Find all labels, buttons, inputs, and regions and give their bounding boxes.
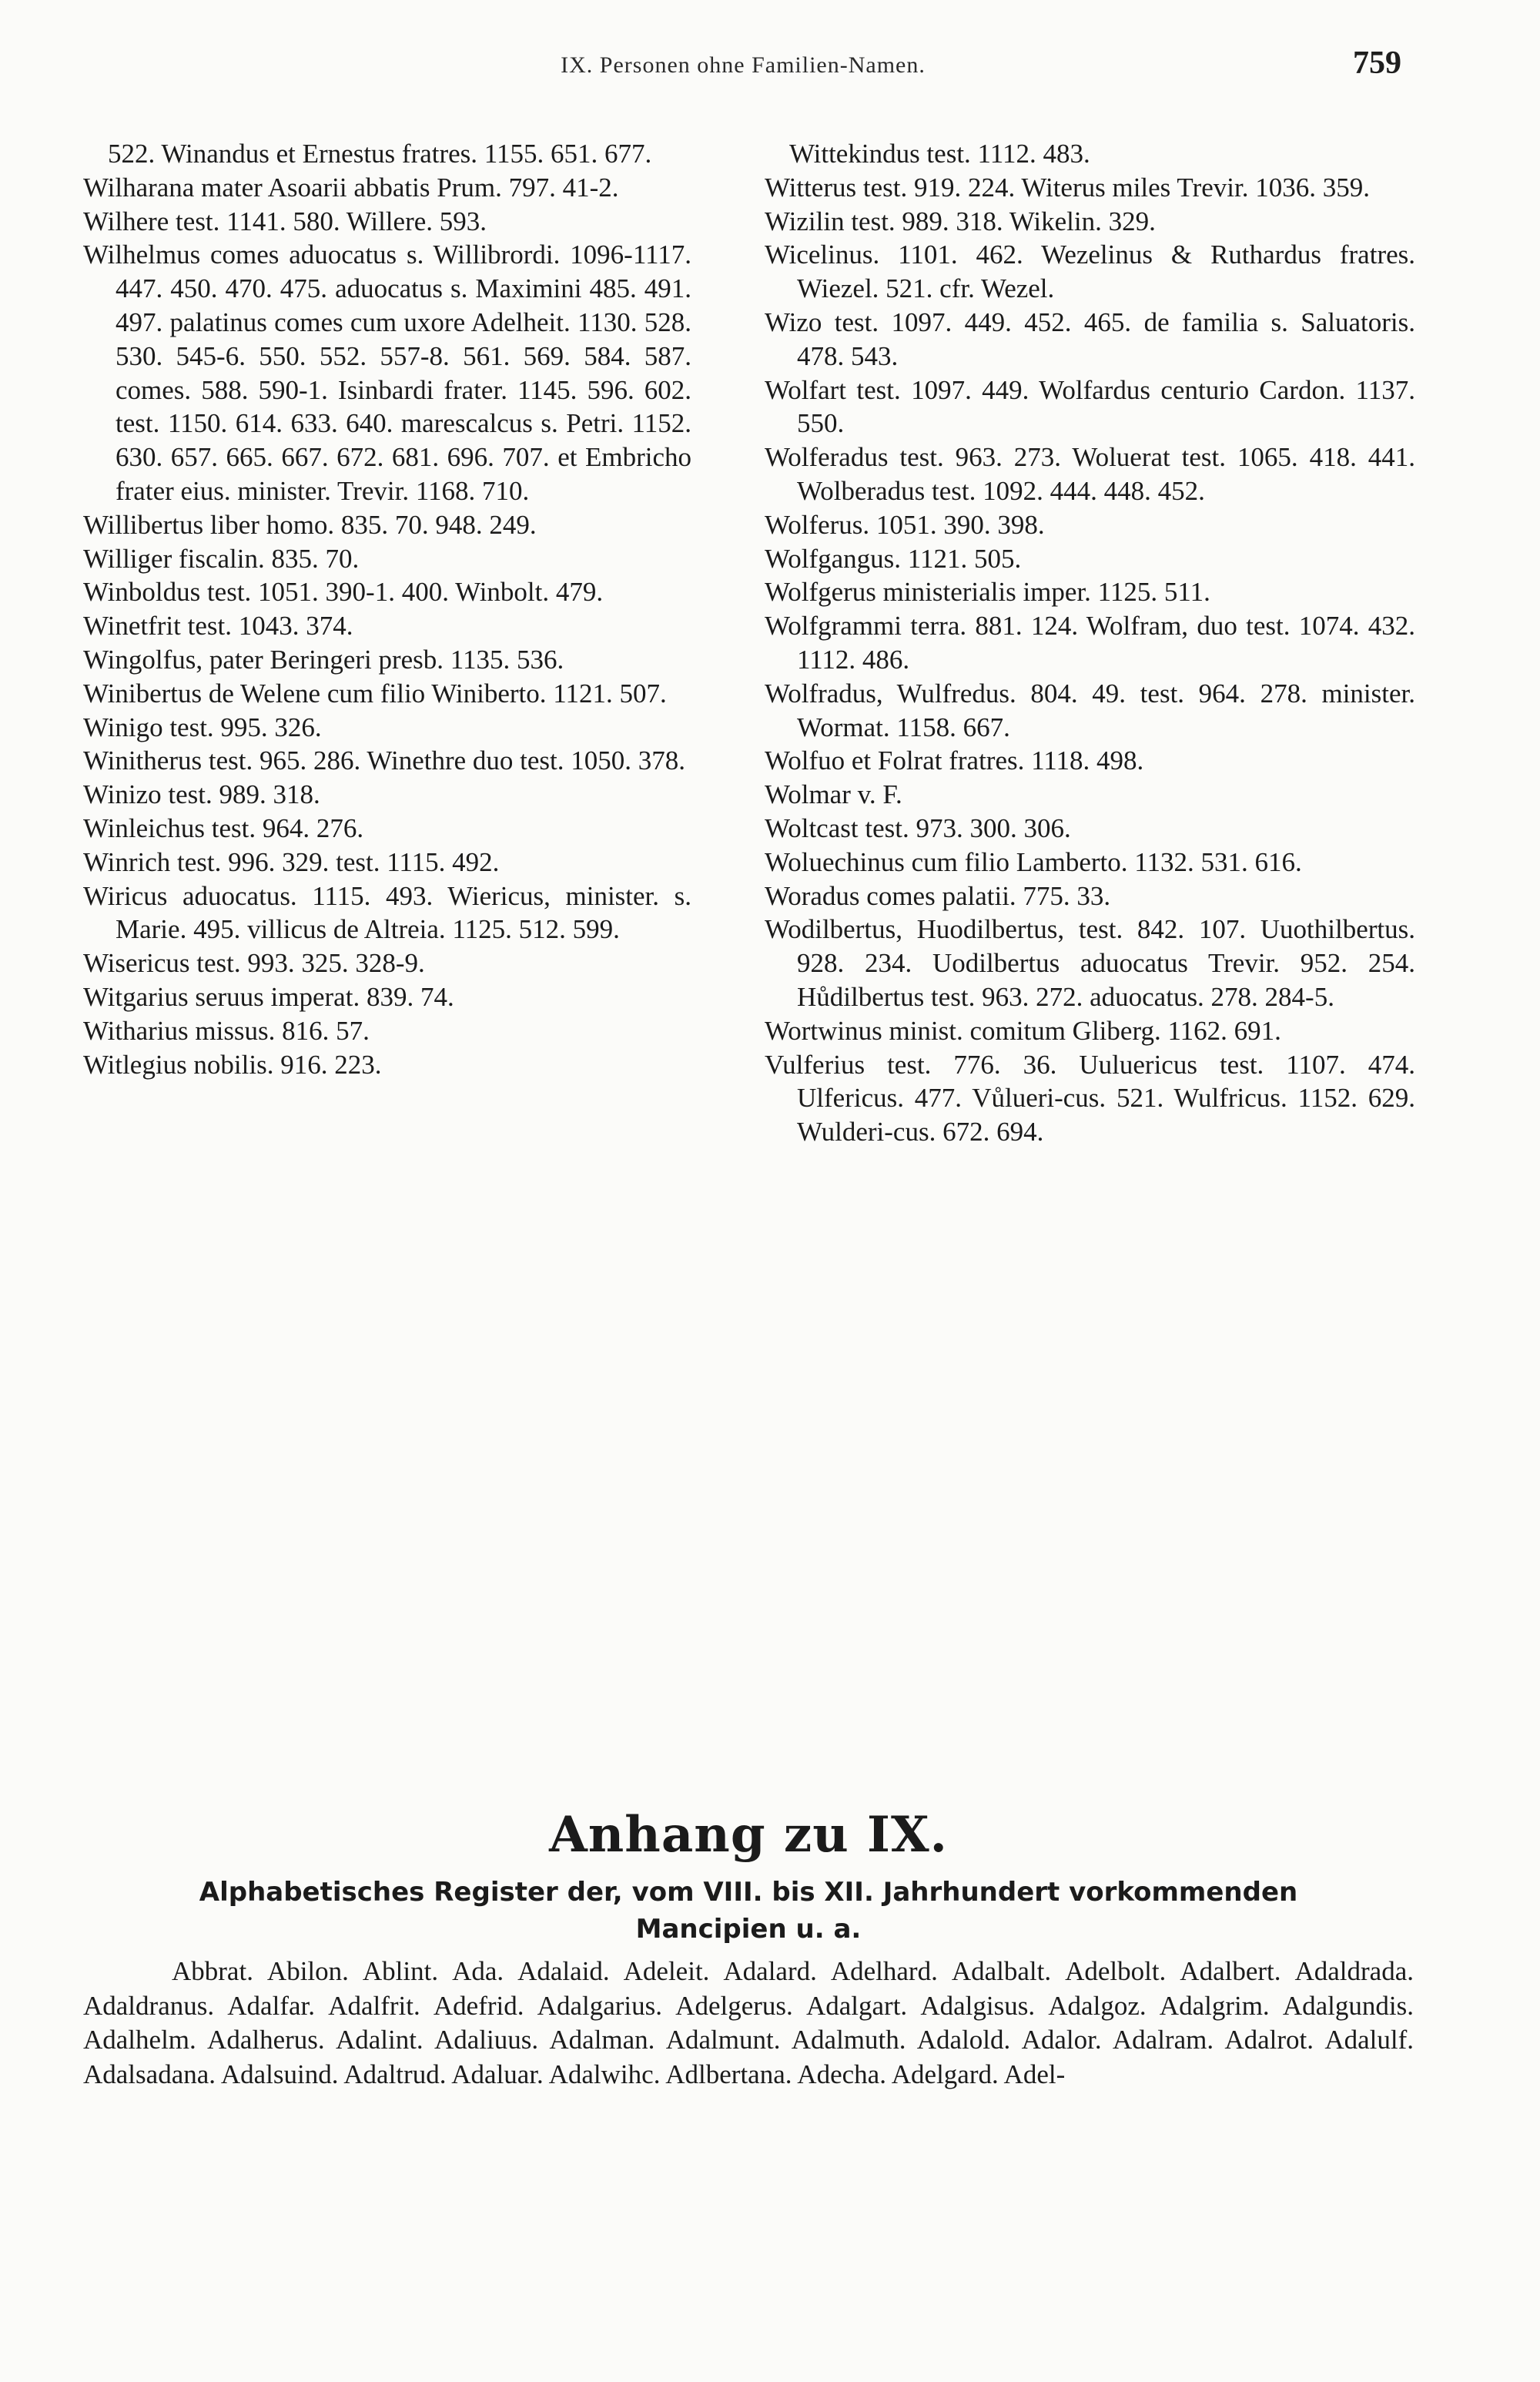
index-entry: Woluechinus cum filio Lamberto. 1132. 531. 616. — [765, 846, 1302, 877]
appendix-subtitle: Alphabetisches Register der, vom VIII. bis XII. Jahrhundert vorkommenden — [199, 1877, 1298, 1908]
index-entry: Winitherus test. 965. 286. Winethre duo test. 1050. 378. — [83, 745, 685, 776]
index-entry: Wizo test. 1097. 449. 452. 465. de familia s. Saluatoris. 478. 543. — [765, 307, 1415, 371]
right-column — [765, 137, 1415, 1149]
index-entry: Winboldus test. 1051. 390-1. 400. Winbolt. 479. — [83, 577, 604, 608]
index-entry: Wodilbertus, Huodilbertus, test. 842. 107. Uuothilbertus. 928. 234. Uodilbertus aduocatus Trevir. 952. 254. Hůdilbertus test. 963. 272. aduocatus. 278. 284-5. — [765, 914, 1415, 1012]
index-entry: Wolfradus, Wulfredus. 804. 49. test. 964. 278. minister. Wormat. 1158. 667. — [765, 678, 1415, 742]
index-entry: Vulferius test. 776. 36. Uuluericus test. 1107. 474. Ulfericus. 477. Vůlueri-cus. 521. Wulfricus. 1152. 629. Wulderi-cus. 672. 694. — [765, 1049, 1415, 1147]
index-entry: Wisericus test. 993. 325. 328-9. — [83, 948, 425, 979]
index-entry: Wolfgerus ministerialis imper. 1125. 511. — [765, 577, 1210, 608]
index-entry: Wiricus aduocatus. 1115. 493. Wiericus, minister. s. Marie. 495. villicus de Altreia. 1125. 512. 599. — [83, 880, 691, 945]
index-entry: Woltcast test. 973. 300. 306. — [765, 812, 1071, 843]
index-entry: Wilhelmus comes aduocatus s. Willibrordi. 1096-1117. 447. 450. 470. 475. aduocatus s. Maximini 485. 491. 497. palatinus comes cum uxore Adelheit. 1130. 528. 530. 545-6. 550. 552. 557-8. 561. 569. 584. 587. comes. 588. 590-1. Isinbardi frater. 1145. 596. 602. test. 1150. 614. 633. 640. marescalcus s. Petri. 1152. 630. 657. 665. 667. 672. 681. 696. 707. et Embricho frater eius. minister. Trevir. 1168. 710. — [83, 240, 691, 506]
index-entry: Wolfgangus. 1121. 505. — [765, 543, 1022, 574]
index-entry: Wolfart test. 1097. 449. Wolfardus centurio Cardon. 1137. 550. — [765, 374, 1415, 439]
appendix-section — [83, 1806, 1414, 2092]
index-entry: Witgarius seruus imperat. 839. 74. — [83, 981, 454, 1012]
index-entry: Winigo test. 995. 326. — [83, 712, 322, 742]
index-entry: Wolfgrammi terra. 881. 124. Wolfram, duo test. 1074. 432. 1112. 486. — [765, 611, 1415, 675]
index-entry: Winetfrit test. 1043. 374. — [83, 611, 353, 642]
index-entry: Witharius missus. 816. 57. — [83, 1015, 370, 1046]
index-entry: Winrich test. 996. 329. test. 1115. 492. — [83, 846, 500, 877]
appendix-title: Anhang zu IX. — [549, 1806, 948, 1864]
index-entry: Winleichus test. 964. 276. — [83, 812, 364, 843]
index-entry: Wolferadus test. 963. 273. Woluerat test. 1065. 418. 441. Wolberadus test. 1092. 444. 448. 452. — [765, 442, 1415, 506]
running-title: IX. Personen ohne Familien-Namen. — [561, 52, 926, 78]
index-entry: Woradus comes palatii. 775. 33. — [765, 880, 1111, 911]
index-entry: Witlegius nobilis. 916. 223. — [83, 1049, 382, 1080]
index-entry: Willibertus liber homo. 835. 70. 948. 249. — [83, 509, 537, 540]
appendix-subtitle-line2: Mancipien u. a. — [635, 1914, 862, 1945]
index-entry: Wizilin test. 989. 318. Wikelin. 329. — [765, 206, 1156, 236]
index-entry: Wingolfus, pater Beringeri presb. 1135. 536. — [83, 644, 564, 675]
index-entry: Winizo test. 989. 318. — [83, 779, 320, 810]
index-entry: Wicelinus. 1101. 462. Wezelinus & Ruthardus fratres. Wiezel. 521. cfr. Wezel. — [765, 240, 1415, 304]
index-entry: Williger fiscalin. 835. 70. — [83, 543, 360, 574]
index-entry: Wolmar v. F. — [765, 779, 902, 810]
index-columns — [83, 137, 1414, 1785]
index-entry: Wilharana mater Asoarii abbatis Prum. 797. 41-2. — [83, 172, 619, 203]
page-number: 759 — [1353, 45, 1401, 81]
index-entry: Witterus test. 919. 224. Witerus miles Trevir. 1036. 359. — [765, 172, 1370, 203]
index-entry: Wortwinus minist. comitum Gliberg. 1162. 691. — [765, 1015, 1281, 1046]
appendix-name-list: Abbrat. Abilon. Ablint. Ada. Adalaid. Adeleit. Adalard. Adelhard. Adalbalt. Adelbolt. Adalbert. Adaldrada. Adaldranus. Adalfar. Adalfrit. Adefrid. Adalgarius. Adelgerus. Adalgart. Adalgisus. Adalgoz. Adalgrim. Adalgundis. Adalhelm. Adalherus. Adalint. Adaliuus. Adalman. Adalmunt. Adalmuth. Adalold. Adalor. Adalram. Adalrot. Adalulf. Adalsadana. Adalsuind. Adaltrud. Adaluar. Adalwihc. Adlbertana. Adecha. Adelgard. Adel- — [83, 1956, 1414, 2089]
page-header — [85, 45, 1401, 91]
index-entry: 522. Winandus et Ernestus fratres. 1155. 651. 677. — [108, 139, 652, 169]
index-entry: Wittekindus test. 1112. 483. — [789, 139, 1090, 169]
index-entry: Wolferus. 1051. 390. 398. — [765, 509, 1045, 540]
left-column — [83, 137, 691, 1081]
index-entry: Winibertus de Welene cum filio Winiberto. 1121. 507. — [83, 678, 667, 709]
index-entry: Wolfuo et Folrat fratres. 1118. 498. — [765, 745, 1144, 776]
index-entry: Wilhere test. 1141. 580. Willere. 593. — [83, 206, 487, 236]
